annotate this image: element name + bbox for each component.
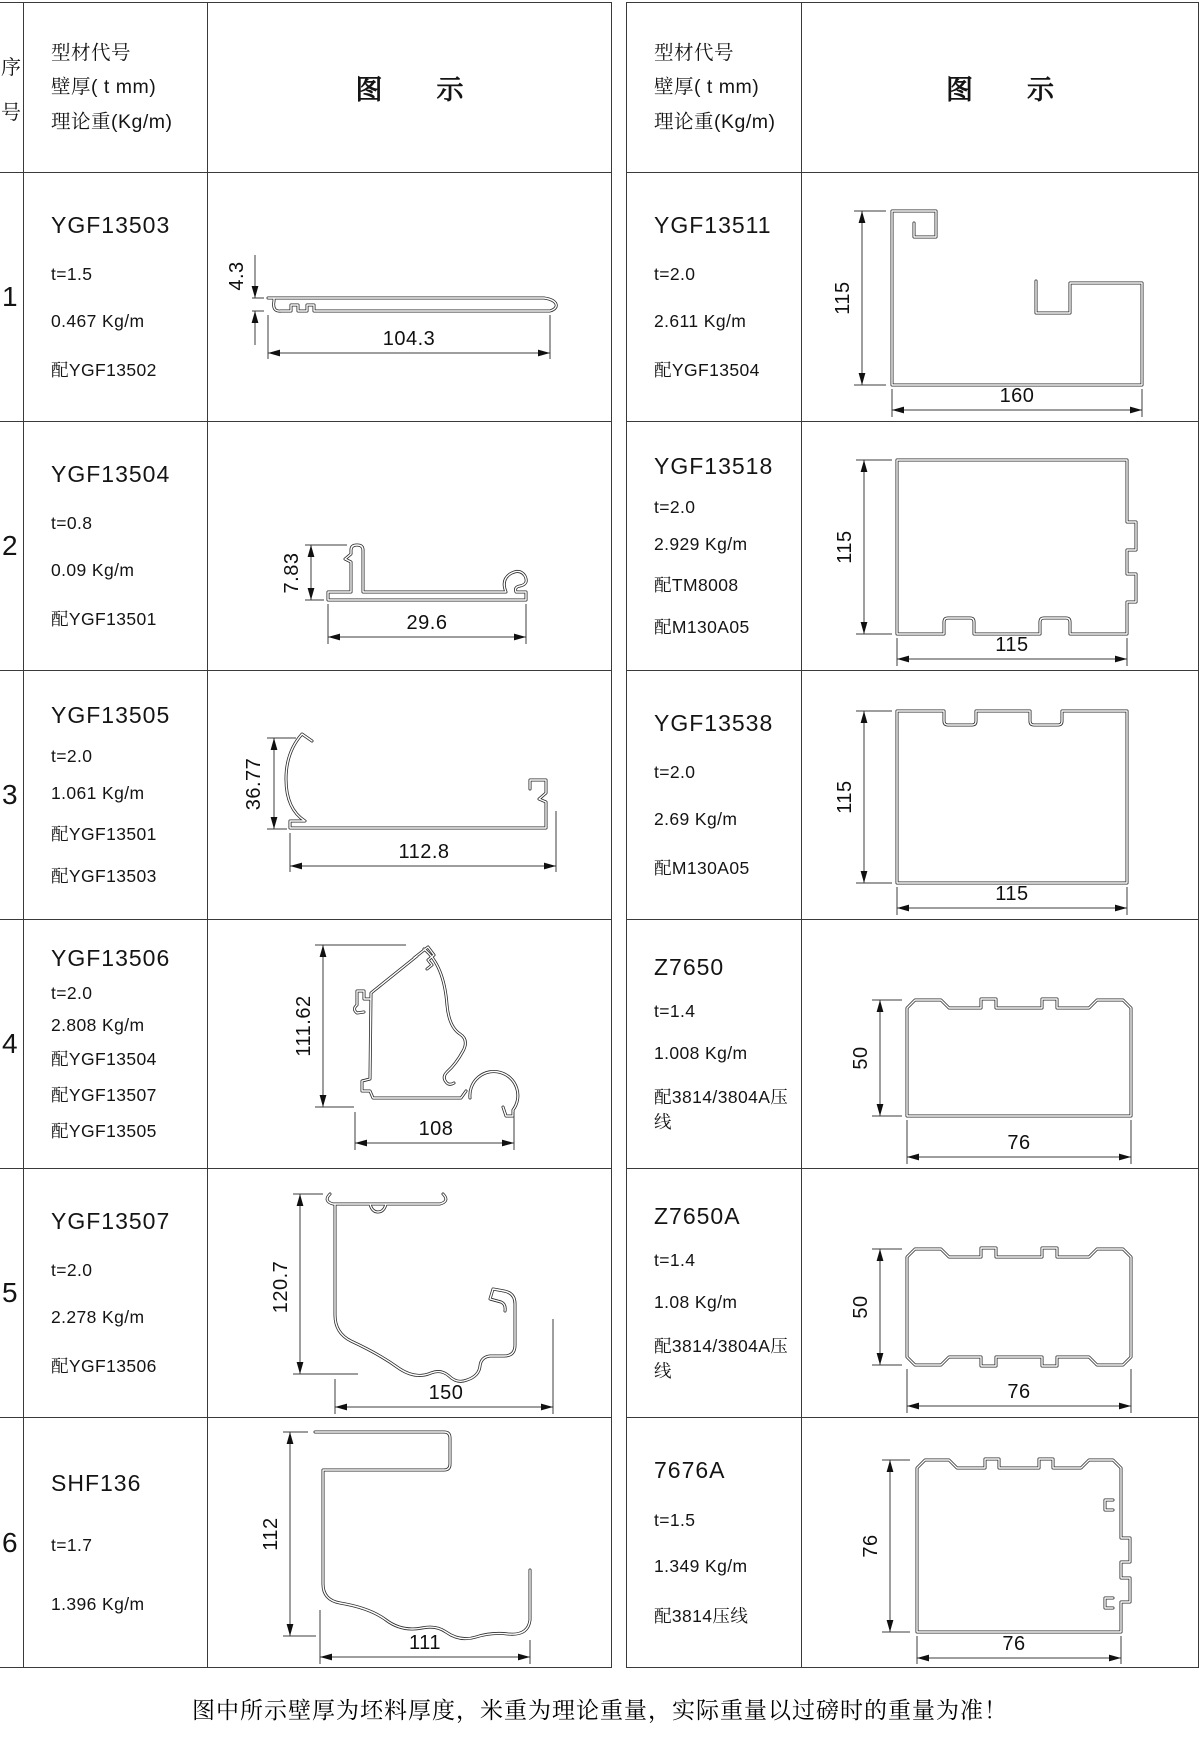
row-seq — [0, 671, 24, 920]
unit-weight: 2.69 Kg/m — [654, 808, 738, 829]
row-seq — [0, 422, 24, 671]
profile-drawing-shf136 — [208, 1418, 611, 1666]
seq-header-char-1: 序 — [1, 56, 21, 79]
dim-height: 111.62 — [293, 995, 315, 1057]
unit-weight: 1.396 Kg/m — [51, 1594, 145, 1614]
profile-code: YGF13507 — [51, 1208, 171, 1235]
profile-code: YGF13503 — [51, 212, 171, 239]
match-code: 配TM8008 — [654, 575, 739, 596]
diagram-cell — [208, 422, 611, 671]
match-code: 配3814/3804A压线 — [654, 1335, 789, 1381]
wall-thickness: t=2.0 — [51, 982, 93, 1003]
seq-number: 2 — [2, 530, 18, 561]
diagram-cell — [802, 920, 1198, 1169]
diagram-cell — [802, 173, 1198, 422]
unit-weight: 2.808 Kg/m — [51, 1014, 145, 1035]
wall-thickness: t=1.5 — [654, 1509, 696, 1530]
unit-weight: 2.611 Kg/m — [654, 310, 747, 331]
diagram-cell — [802, 422, 1198, 671]
profile-drawing-7676a — [802, 1418, 1197, 1666]
right-header-diagram — [802, 3, 1198, 173]
dim-height: 115 — [834, 530, 856, 564]
spec-header-line: 壁厚( t mm) — [51, 76, 157, 99]
seq-header-char-2: 号 — [1, 101, 21, 124]
profile-code: Z7650A — [654, 1203, 741, 1230]
seq-number: 3 — [2, 779, 18, 810]
dim-height: 50 — [850, 1046, 872, 1070]
wall-thickness: t=0.8 — [51, 513, 93, 534]
unit-weight: 2.278 Kg/m — [51, 1306, 145, 1327]
right-table — [626, 2, 1199, 1668]
unit-weight: 0.09 Kg/m — [51, 559, 135, 580]
diagram-cell — [802, 671, 1198, 920]
diagram-cell — [208, 920, 611, 1169]
profile-drawing-ygf13538 — [802, 671, 1197, 919]
unit-weight: 1.08 Kg/m — [654, 1291, 738, 1312]
dim-height: 50 — [850, 1295, 872, 1319]
profile-code: YGF13504 — [51, 461, 171, 488]
profile-drawing-ygf13503 — [208, 173, 611, 421]
diagram-cell — [208, 1418, 611, 1667]
profile-code: YGF13511 — [654, 212, 772, 239]
match-code: 配M130A05 — [654, 617, 750, 638]
spec-cell — [24, 173, 208, 422]
profile-drawing-ygf13507 — [208, 1169, 611, 1417]
dim-height: 7.83 — [281, 552, 303, 594]
dim-width: 104.3 — [382, 328, 436, 350]
unit-weight: 1.349 Kg/m — [654, 1556, 748, 1577]
wall-thickness: t=2.0 — [654, 496, 696, 517]
dim-height: 4.3 — [226, 261, 248, 291]
match-code: 配YGF13503 — [51, 866, 157, 887]
spec-header-line: 型材代号 — [654, 42, 735, 65]
dim-width: 160 — [999, 385, 1035, 407]
dim-width: 112.8 — [398, 841, 450, 863]
spec-cell — [24, 1169, 208, 1418]
spec-cell — [24, 671, 208, 920]
profile-code: 7676A — [654, 1457, 726, 1484]
profile-drawing-ygf13511 — [802, 173, 1197, 421]
diagram-cell — [802, 1418, 1198, 1667]
wall-thickness: t=2.0 — [654, 762, 696, 783]
spec-cell — [24, 1418, 208, 1667]
spec-cell — [24, 422, 208, 671]
row-seq — [0, 920, 24, 1169]
left-header-diagram — [208, 3, 611, 173]
match-code: 配YGF13504 — [51, 1049, 157, 1070]
spec-header-line: 理论重(Kg/m) — [654, 110, 776, 133]
dim-width: 115 — [995, 634, 1029, 656]
match-code: 配3814/3804A压线 — [654, 1086, 789, 1132]
profile-drawing-ygf13506 — [208, 920, 611, 1168]
wall-thickness: t=1.7 — [51, 1535, 93, 1555]
dim-height: 36.77 — [243, 757, 265, 811]
profile-drawing-z7650 — [802, 920, 1197, 1168]
unit-weight: 0.467 Kg/m — [51, 310, 145, 331]
seq-number: 4 — [2, 1028, 18, 1059]
profile-drawing-ygf13518 — [802, 422, 1197, 670]
dim-width: 76 — [1002, 1633, 1026, 1655]
profile-code: SHF136 — [51, 1470, 142, 1496]
profile-drawing-ygf13504 — [208, 422, 611, 670]
seq-number: 6 — [2, 1526, 18, 1558]
profile-code: YGF13538 — [654, 710, 774, 737]
match-code: 配YGF13505 — [51, 1121, 157, 1142]
spec-cell — [627, 422, 802, 671]
spec-header-line: 壁厚( t mm) — [654, 76, 760, 99]
wall-thickness: t=2.0 — [654, 264, 696, 285]
unit-weight: 1.008 Kg/m — [654, 1042, 748, 1063]
match-code: 配YGF13502 — [51, 359, 157, 380]
profile-code: YGF13518 — [654, 452, 774, 479]
diagram-cell — [208, 1169, 611, 1418]
wall-thickness: t=1.4 — [654, 1001, 696, 1022]
left-header-spec — [24, 3, 208, 173]
match-code: 配YGF13507 — [51, 1085, 157, 1106]
dim-height: 115 — [834, 780, 856, 814]
profile-drawing-z7650a — [802, 1169, 1197, 1417]
diagram-header-label: 图 示 — [946, 75, 1054, 105]
left-header-seq — [0, 3, 24, 173]
spec-cell — [24, 920, 208, 1169]
seq-number: 5 — [2, 1277, 18, 1308]
profile-code: YGF13505 — [51, 701, 171, 728]
dim-height: 112 — [260, 1517, 282, 1551]
profile-drawing-ygf13505 — [208, 671, 611, 919]
spec-cell — [627, 1169, 802, 1418]
dim-width: 76 — [1007, 1132, 1031, 1154]
dim-height: 76 — [860, 1534, 882, 1558]
wall-thickness: t=1.4 — [654, 1250, 696, 1271]
row-seq — [0, 1418, 24, 1667]
spec-cell — [627, 671, 802, 920]
match-code: 配YGF13501 — [51, 608, 157, 629]
seq-number: 1 — [2, 281, 18, 312]
wall-thickness: t=2.0 — [51, 745, 93, 766]
diagram-cell — [208, 173, 611, 422]
right-header-spec — [627, 3, 802, 173]
spec-cell — [627, 1418, 802, 1667]
match-code: 配YGF13504 — [654, 359, 760, 380]
dim-width: 108 — [418, 1118, 454, 1140]
spec-cell — [627, 173, 802, 422]
spec-cell — [627, 920, 802, 1169]
row-seq — [0, 1169, 24, 1418]
dim-width: 111 — [409, 1632, 441, 1654]
profile-code: Z7650 — [654, 954, 725, 981]
profile-code: YGF13506 — [51, 944, 171, 971]
spec-header-line: 型材代号 — [51, 42, 132, 65]
wall-thickness: t=1.5 — [51, 264, 93, 285]
unit-weight: 1.061 Kg/m — [51, 783, 145, 804]
dim-width: 29.6 — [406, 612, 448, 634]
footer-note: 图中所示壁厚为坯料厚度，米重为理论重量，实际重量以过磅时的重量为准！ — [192, 1697, 1008, 1723]
left-table — [0, 2, 612, 1668]
match-code: 配YGF13506 — [51, 1355, 157, 1376]
match-code: 配3814压线 — [654, 1605, 749, 1626]
diagram-header-label: 图 示 — [355, 75, 464, 105]
dim-height: 120.7 — [270, 1260, 292, 1314]
diagram-cell — [802, 1169, 1198, 1418]
dim-height: 115 — [832, 281, 854, 315]
match-code: 配YGF13501 — [51, 824, 157, 845]
diagram-cell — [208, 671, 611, 920]
dim-width: 115 — [995, 883, 1029, 905]
spec-header-line: 理论重(Kg/m) — [51, 110, 173, 133]
row-seq — [0, 173, 24, 422]
dim-width: 150 — [428, 1382, 464, 1404]
unit-weight: 2.929 Kg/m — [654, 534, 748, 555]
match-code: 配M130A05 — [654, 857, 750, 878]
wall-thickness: t=2.0 — [51, 1260, 93, 1281]
dim-width: 76 — [1007, 1381, 1031, 1403]
